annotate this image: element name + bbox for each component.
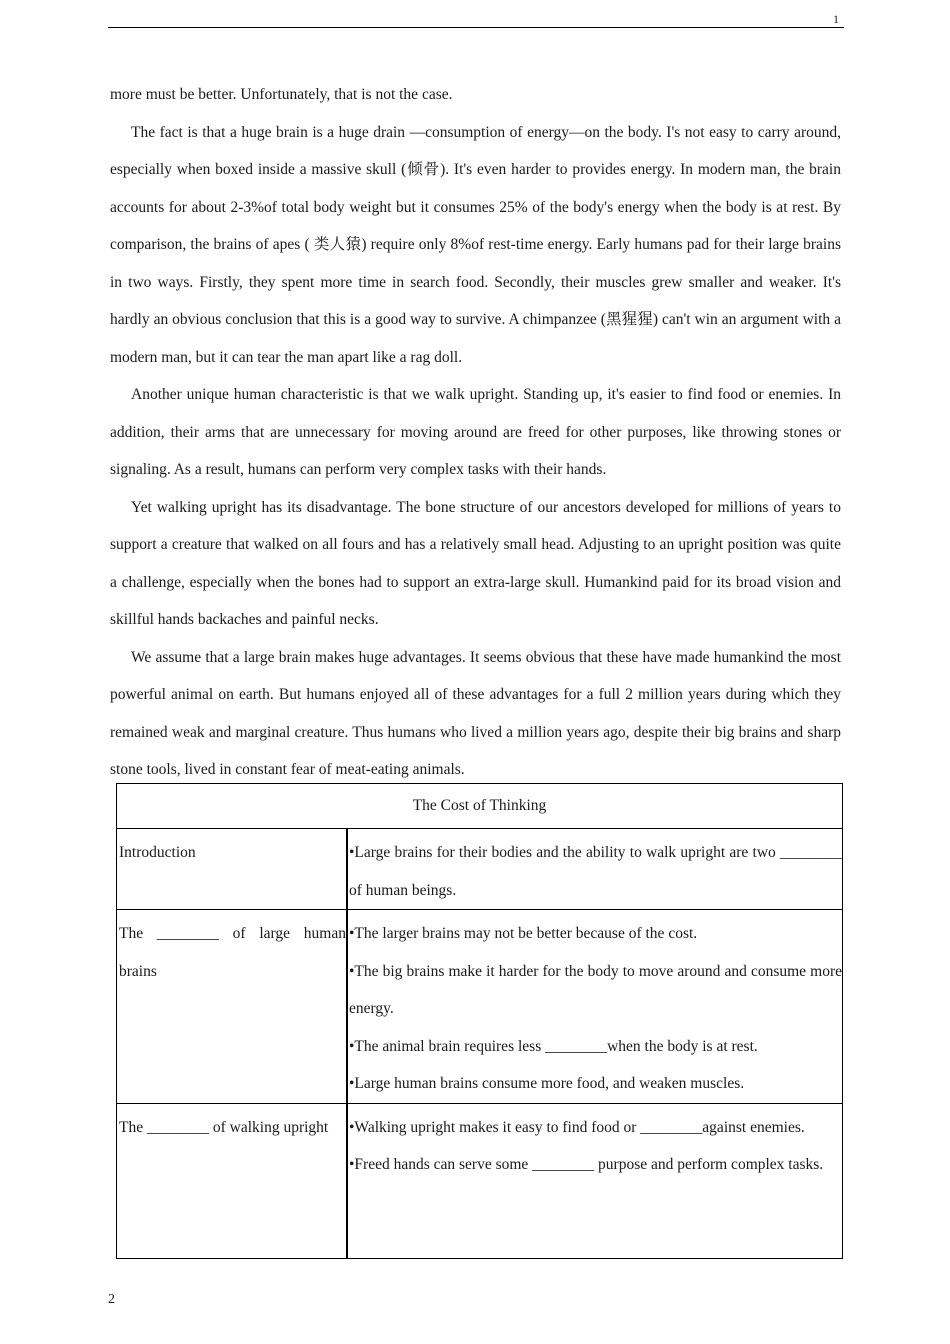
table-title: The Cost of Thinking: [117, 784, 843, 829]
bullet-item: •Freed hands can serve some ________ purpose and perform complex tasks.: [349, 1156, 824, 1173]
table-row: [117, 910, 843, 1104]
table-row: [117, 1103, 843, 1258]
bullet-item: •Large human brains consume more food, and weaken muscles.: [349, 1075, 745, 1092]
bullet-item: •Walking upright makes it easy to find food or ________against enemies.: [349, 1118, 805, 1136]
row-label: Introduction: [117, 829, 348, 910]
row-content: [347, 910, 843, 1104]
row-label: The ________ of large human brains: [117, 910, 348, 1104]
bullet-item: •The big brains make it harder for the body to move around and consume more energy.: [349, 962, 842, 1017]
bullet-item: •The animal brain requires less ________when the body is at rest.: [349, 1037, 758, 1055]
row-content: [347, 829, 843, 910]
paragraph: Yet walking upright has its disadvantage. The bone structure of our ancestors developed for millions of years to support a creature that walked on all fours and has a relatively small head. Adjusting to an upright position was quite a challenge, especially when the bones had to support an extra-large skull. Humankind paid for its broad vision and skillful hands backaches and painful necks.: [110, 498, 841, 628]
table-row: [117, 829, 843, 910]
header-rule: [108, 27, 844, 28]
summary-table: [116, 783, 843, 1259]
paragraph: Another unique human characteristic is that we walk upright. Standing up, it's easier to find food or enemies. In addition, their arms that are unnecessary for moving around are freed for other purposes, like throwing stones or signaling. As a result, humans can perform very complex tasks with their hands.: [110, 386, 841, 478]
paragraph: The fact is that a huge brain is a huge drain —consumption of energy—on the body. I's not easy to carry around, especially when boxed inside a massive skull (倾骨). It's even harder to provides energy. In modern man, the brain accounts for about 2-3%of total body weight but it consumes 25% of the body's energy when the body is at rest. By comparison, the brains of apes ( 类人猿) require only 8%of rest-time energy. Early humans pad for their large brains in two ways. Firstly, they spent more time in search food. Secondly, their muscles grew smaller and weaker. It's hardly an obvious conclusion that this is a good way to survive. A chimpanzee (黑猩猩) can't win an argument with a modern man, but it can tear the man apart like a rag doll.: [110, 123, 841, 366]
paragraph: more must be better. Unfortunately, that is not the case.: [110, 86, 453, 103]
row-content: [347, 1103, 843, 1258]
header-page-number: 1: [833, 12, 839, 26]
passage: [110, 76, 841, 789]
bullet-item: •The larger brains may not be better because of the cost.: [349, 925, 698, 942]
bullet-item: •Large brains for their bodies and the ability to walk upright are two ________ of human beings.: [349, 844, 842, 899]
row-label: The ________ of walking upright: [117, 1103, 348, 1258]
paragraph: We assume that a large brain makes huge advantages. It seems obvious that these have made humankind the most powerful animal on earth. But humans enjoyed all of these advantages for a full 2 million years during which they remained weak and marginal creature. Thus humans who lived a million years ago, despite their big brains and sharp stone tools, lived in constant fear of meat-eating animals.: [110, 648, 841, 778]
footer-page-number: 2: [108, 1292, 115, 1307]
